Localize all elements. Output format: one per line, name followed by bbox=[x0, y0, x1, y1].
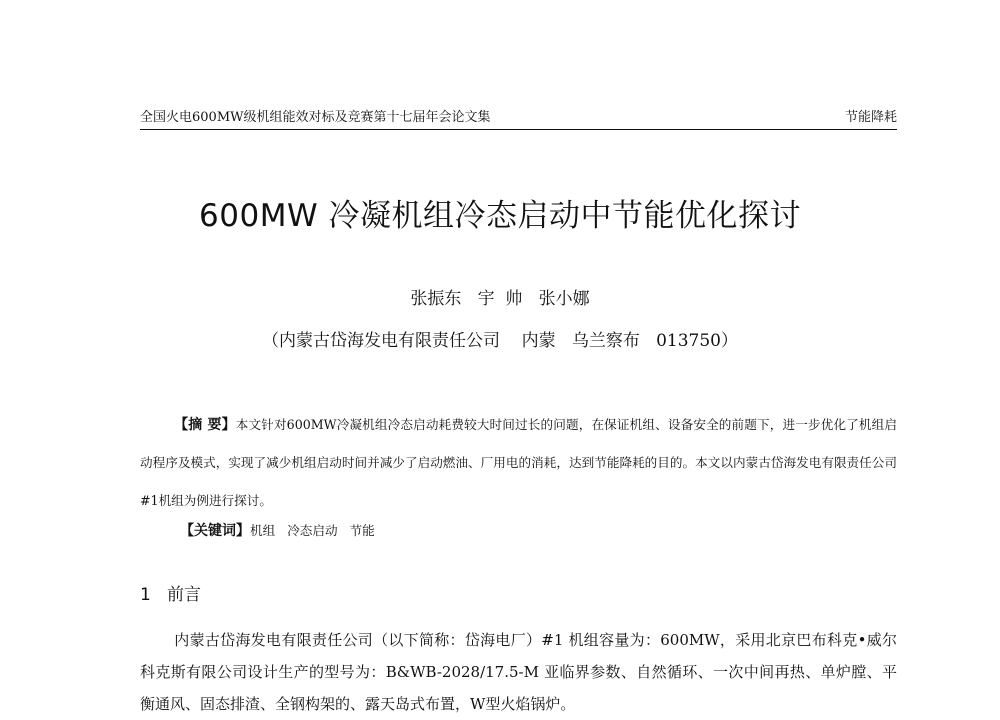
paper-title: 600MW 冷凝机组冷态启动中节能优化探讨 bbox=[199, 198, 801, 234]
journal-title: 全国火电600MW级机组能效对标及竞赛第十七届年会论文集 bbox=[140, 110, 491, 125]
section-category: 节能降耗 bbox=[844, 110, 897, 125]
abstract-tag: 【摘 要】 bbox=[174, 417, 236, 433]
authors: 张振东 宇 帅 张小娜 bbox=[410, 289, 590, 309]
affiliation: （内蒙古岱海发电有限责任公司 内蒙 乌兰察布 013750） bbox=[262, 331, 738, 351]
keywords bbox=[180, 516, 375, 546]
section-number: 1 bbox=[140, 585, 151, 605]
paragraph-text: 内蒙古岱海发电有限责任公司（以下简称：岱海电厂）#1 机组容量为：600MW，采用北京巴布科克•威尔科克斯有限公司设计生产的型号为：B&WB-2028/17.5-M 亚临界参数、自然循环、一次中间再热、单炉膛、平衡通风、固态排渣、全钢构架的、露天岛式布置，W型火焰锅炉。 bbox=[140, 631, 897, 713]
keywords-tag: 【关键词】 bbox=[180, 523, 250, 539]
running-header bbox=[140, 107, 897, 130]
abstract bbox=[140, 406, 897, 520]
keywords-text: 机组 冷态启动 节能 bbox=[250, 523, 375, 538]
section-title: 前言 bbox=[167, 585, 202, 605]
section-heading bbox=[140, 580, 201, 605]
abstract-text: 本文针对600MW冷凝机组冷态启动耗费较大时间过长的问题，在保证机组、设备安全的前题下，进一步优化了机组启动程序及模式，实现了减少机组启动时间并减少了启动燃油、厂用电的消耗，达到节能降耗的目的。本文以内蒙古岱海发电有限责任公司#1机组为例进行探讨。 bbox=[140, 417, 897, 508]
body-paragraph bbox=[140, 624, 897, 713]
